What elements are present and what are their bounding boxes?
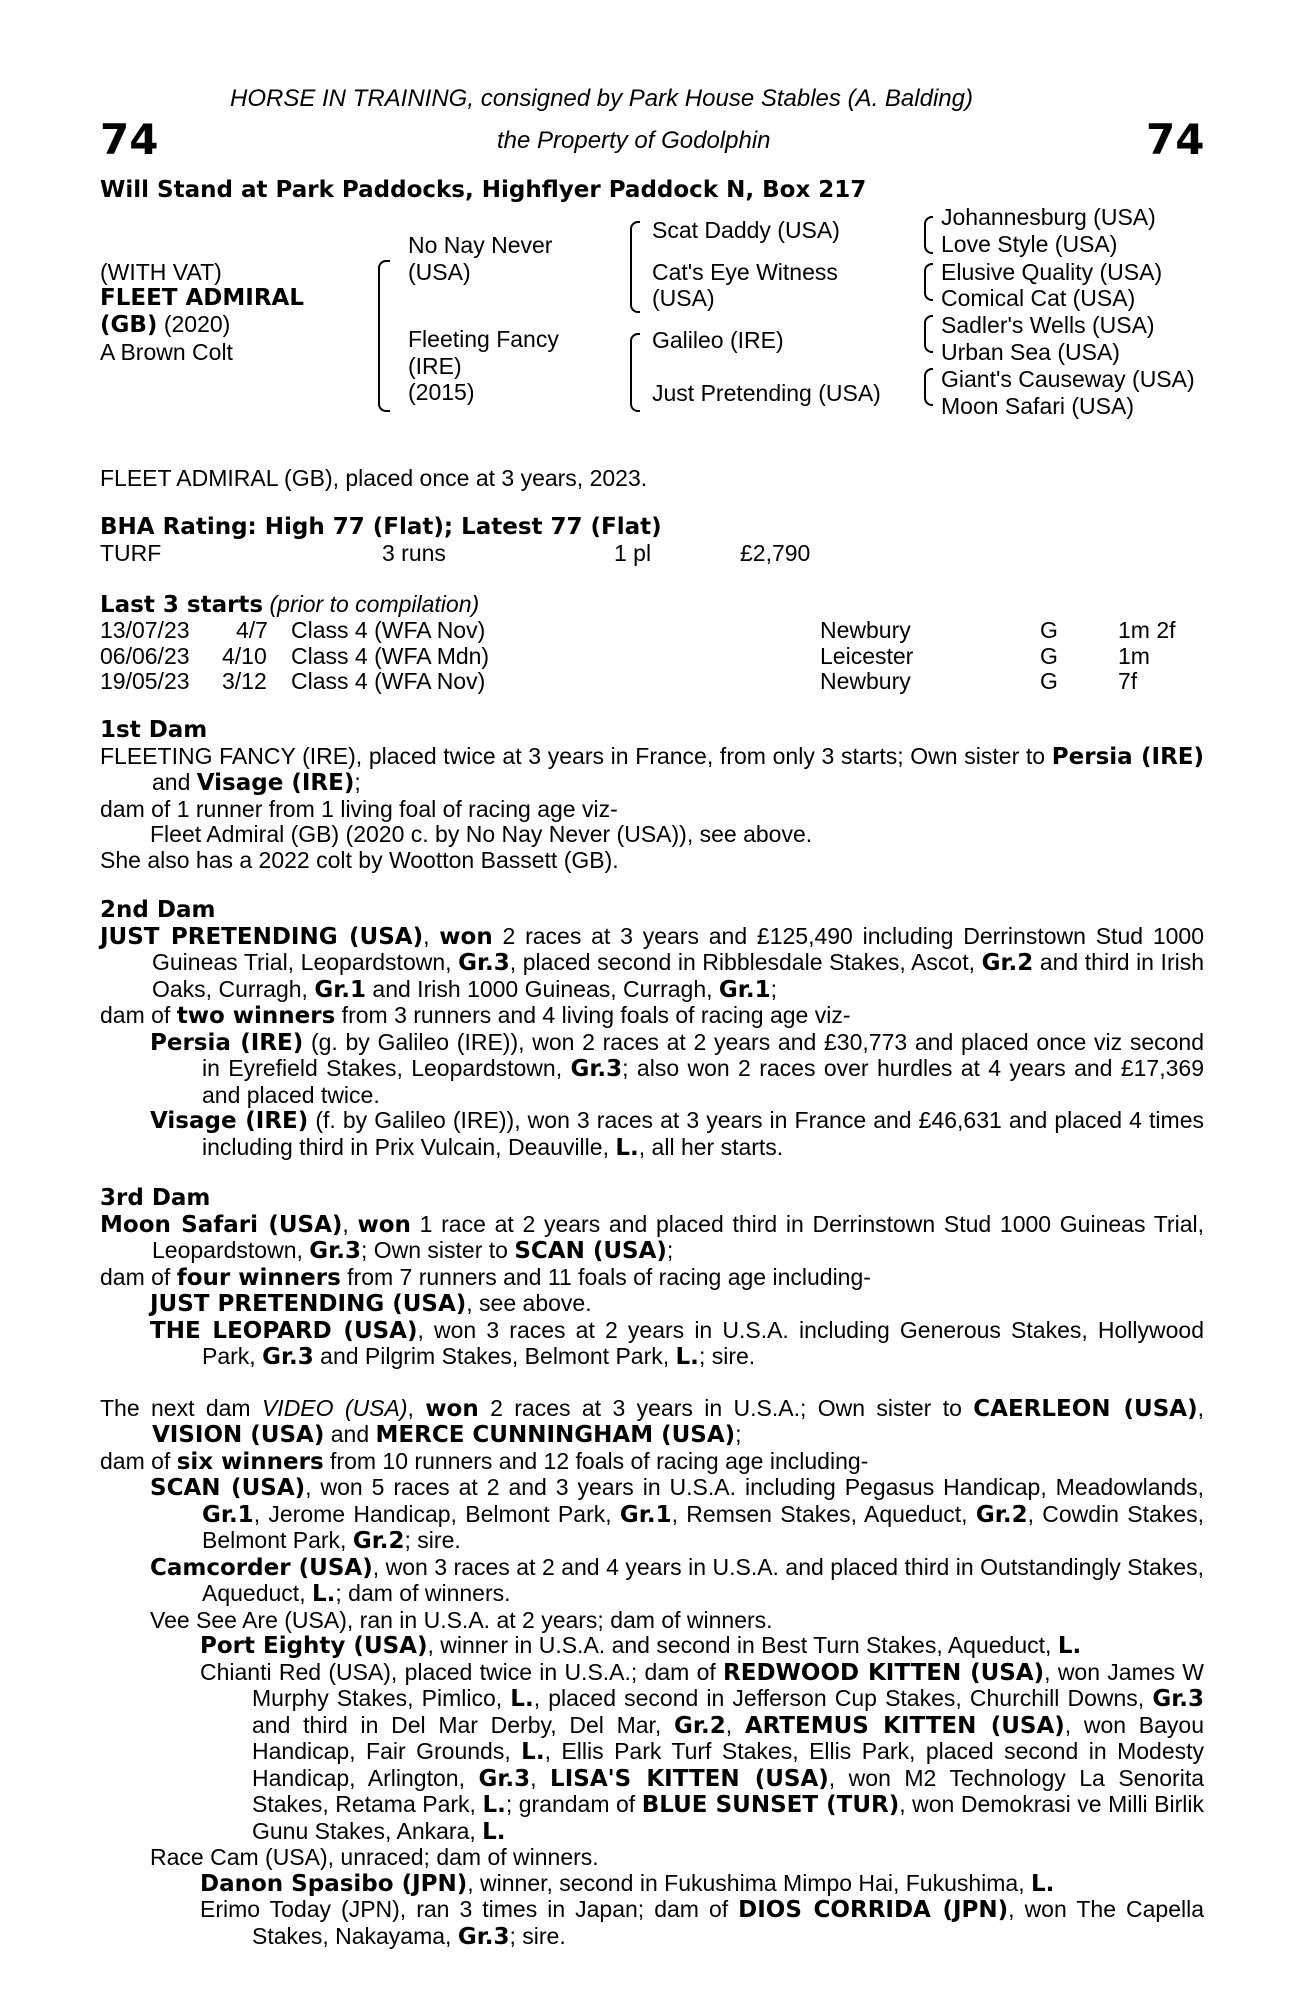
start-race: Class 4 (WFA Nov) (291, 668, 486, 694)
group-tag: Gr.1 (314, 976, 367, 1003)
text: , (1197, 1394, 1204, 1421)
text: and Pilgrim Stakes, Belmont Park, (313, 1343, 676, 1369)
pedigree-brace-g1 (924, 216, 933, 254)
dam-year: (2015) (408, 379, 475, 405)
next-dam-produce (100, 1449, 1204, 1476)
text: , won The Capella Stakes, Nakayama, (252, 1896, 1204, 1949)
text: ; also won 2 races over hurdles at 4 years and £17,369 and placed twice. (202, 1055, 1204, 1108)
second-dam-heading: 2nd Dam (100, 897, 216, 923)
dam-dam: Just Pretending (USA) (652, 380, 881, 406)
horse-name: FLEET ADMIRAL (100, 285, 304, 311)
pedigree-brace-g2 (924, 263, 933, 301)
progeny-visage (100, 1108, 1204, 1161)
text: , see above. (466, 1290, 592, 1316)
text: , (725, 1711, 745, 1738)
start-distance: 1m (1118, 643, 1150, 669)
text: ; dam of winners. (335, 1580, 511, 1606)
start-date: 13/07/23 (100, 617, 190, 643)
text: (g. by Galileo (IRE)), won 2 races at 2 years and £30,773 and placed once viz second in Eyrefield Stakes, Leopardstown, (202, 1028, 1205, 1081)
gg-4: Comical Cat (USA) (941, 285, 1136, 311)
group-tag: Gr.1 (619, 1501, 672, 1528)
listed-tag: L. (675, 1344, 699, 1370)
listed-tag: L. (311, 1581, 336, 1607)
sire-name: No Nay Never (408, 232, 553, 258)
semi: ; (354, 769, 361, 795)
text: dam of (100, 1002, 177, 1028)
text: , (407, 1394, 426, 1421)
start-race: Class 4 (WFA Nov) (291, 617, 486, 643)
listed-tag: L. (510, 1686, 534, 1712)
second-dam-produce (100, 1003, 1204, 1030)
group-tag: Gr.2 (674, 1712, 726, 1739)
pedigree-notes (100, 718, 1204, 1950)
won-text: won (425, 1395, 479, 1422)
start-date: 19/05/23 (100, 668, 190, 694)
second-dam-name: JUST PRETENDING (USA) (100, 923, 424, 950)
sire-dam-country: (USA) (652, 285, 715, 311)
gg-3: Elusive Quality (USA) (941, 259, 1163, 285)
gg-1: Johannesburg (USA) (941, 204, 1156, 230)
text: , won 3 races at 2 and 4 years in U.S.A. and placed third in Outstandingly Stakes, Aqueduct, (202, 1553, 1204, 1606)
next-dam-record (100, 1396, 1204, 1449)
listed-tag: L. (1031, 1870, 1055, 1897)
listed-tag: L. (615, 1134, 639, 1161)
sire-country: (USA) (408, 259, 471, 285)
progeny-the-leopard (100, 1318, 1204, 1371)
sibling-name: VISION (USA) (152, 1422, 325, 1448)
text: , won James W Murphy Stakes, Pimlico, (252, 1658, 1204, 1711)
listed-tag: L. (521, 1739, 545, 1765)
winners-count: six winners (176, 1448, 324, 1475)
vat-note: (WITH VAT) (100, 259, 222, 285)
horse-country: (GB) (100, 312, 158, 338)
group-tag: Gr.2 (981, 950, 1034, 976)
pedigree-brace-dam (630, 333, 640, 412)
progeny-name: DIOS CORRIDA (JPN) (738, 1897, 1009, 1923)
start-pos: 4/7 (236, 617, 268, 643)
won-text: won (439, 923, 493, 950)
text: ; sire. (509, 1922, 566, 1949)
first-dam-text: FLEETING FANCY (IRE), placed twice at 3 years in France, from only 3 starts; Own sister to (100, 742, 1046, 769)
start-distance: 7f (1118, 668, 1138, 694)
sire-sire: Scat Daddy (USA) (652, 217, 840, 243)
third-dam-heading: 3rd Dam (100, 1185, 211, 1211)
progeny-name: JUST PRETENDING (USA) (150, 1291, 467, 1317)
progeny-danon-spasibo (100, 1871, 1204, 1898)
start-distance: 1m 2f (1118, 617, 1176, 643)
start-race: Class 4 (WFA Mdn) (291, 643, 490, 669)
text: dam of (100, 1263, 177, 1290)
listed-tag: L. (1057, 1633, 1082, 1659)
group-tag: Gr.3 (262, 1344, 314, 1370)
group-tag: Gr.3 (478, 1765, 531, 1792)
third-dam-name: Moon Safari (USA) (100, 1211, 343, 1238)
progeny-name: REDWOOD KITTEN (USA) (723, 1659, 1045, 1686)
text: The next dam (100, 1394, 262, 1421)
first-dam-foal: Fleet Admiral (GB) (2020 c. by No Nay Never (USA)), see above. (150, 821, 813, 847)
progeny-name: Port Eighty (USA) (200, 1633, 428, 1659)
first-dam-note: She also has a 2022 colt by Wootton Bassett (GB). (100, 846, 619, 873)
rating-runs: 3 runs (382, 540, 446, 566)
progeny-name: THE LEOPARD (USA) (150, 1317, 418, 1344)
progeny-name: BLUE SUNSET (TUR) (641, 1792, 900, 1818)
gg-8: Moon Safari (USA) (941, 393, 1135, 419)
start-going: G (1040, 668, 1058, 694)
progeny-just-pretending (100, 1291, 1204, 1318)
gg-5: Sadler's Wells (USA) (941, 312, 1155, 338)
progeny-name: SCAN (USA) (150, 1475, 306, 1501)
first-dam-line (100, 744, 1204, 797)
text: , placed second in Ribblesdale Stakes, Ascot, (509, 949, 982, 975)
pedigree-brace-g4 (924, 368, 933, 406)
dam-name: Fleeting Fancy (408, 326, 559, 352)
text: , won 3 races at 2 years in U.S.A. including Generous Stakes, Hollywood Park, (202, 1316, 1204, 1369)
text: , winner, second in Fukushima Mimpo Hai, Fukushima, (467, 1869, 1031, 1896)
group-tag: Gr.2 (975, 1501, 1028, 1528)
first-dam-heading: 1st Dam (100, 717, 208, 743)
dam-country: (IRE) (408, 353, 462, 379)
text: , all her starts. (638, 1133, 784, 1160)
text: and third in Irish Oaks, Curragh, (152, 949, 1204, 1002)
lot-number-left: 74 (100, 115, 159, 164)
start-course: Newbury (820, 668, 911, 694)
group-tag: Gr.1 (718, 976, 771, 1003)
gg-2: Love Style (USA) (941, 231, 1118, 257)
text: 2 races at 3 years in U.S.A.; Own sister to (478, 1394, 974, 1421)
gg-7: Giant's Causeway (USA) (941, 366, 1195, 392)
group-tag: Gr.3 (458, 950, 510, 976)
group-tag: Gr.2 (352, 1528, 405, 1554)
next-dam-name: VIDEO (USA) (261, 1394, 408, 1421)
progeny-scan (100, 1475, 1204, 1555)
winners-count: four winners (176, 1264, 341, 1291)
progeny-name: Persia (IRE) (150, 1029, 304, 1056)
text: from 10 runners and 12 foals of racing age including- (323, 1447, 869, 1474)
start-pos: 4/10 (222, 643, 267, 669)
group-tag: Gr.3 (1152, 1686, 1204, 1712)
progeny-camcorder (100, 1555, 1204, 1608)
text: dam of (100, 1447, 177, 1474)
group-tag: Gr.3 (457, 1923, 510, 1950)
text: , won M2 Technology La Senorita Stakes, Retama Park, (252, 1764, 1204, 1817)
last-starts-title: Last 3 starts (100, 592, 264, 618)
last-starts-note: (prior to compilation) (269, 591, 480, 617)
pedigree-brace-g3 (924, 315, 933, 353)
progeny-name: Danon Spasibo (JPN) (200, 1870, 468, 1897)
progeny-name: LISA'S KITTEN (USA) (550, 1765, 829, 1792)
and-text: and (152, 769, 197, 795)
progeny-chianti-red (100, 1660, 1204, 1846)
horse-year: (2020) (163, 311, 231, 337)
sire-dam: Cat's Eye Witness (652, 259, 838, 285)
text: ; Own sister to (360, 1237, 515, 1263)
progeny-vee-see-are: Vee See Are (USA), ran in U.S.A. at 2 years; dam of winners. (150, 1606, 773, 1633)
progeny-name: ARTEMUS KITTEN (USA) (744, 1712, 1065, 1739)
horse-description: A Brown Colt (100, 339, 233, 365)
pedigree-brace-main (378, 260, 390, 412)
start-going: G (1040, 643, 1058, 669)
listed-tag: L. (482, 1792, 506, 1818)
bha-rating: BHA Rating: High 77 (Flat); Latest 77 (Flat) (100, 514, 662, 540)
text: (f. by Galileo (IRE)), won 3 races at 3 years in France and £46,631 and placed 4 times including third in Prix Vulcain, Deauville, (202, 1107, 1204, 1160)
text: , won Demokrasi ve Milli Birlik Gunu Stakes, Ankara, (252, 1791, 1204, 1844)
won-text: won (357, 1211, 411, 1238)
text: ; sire. (698, 1343, 756, 1369)
rating-placed: 1 pl (614, 540, 652, 566)
text: , Remsen Stakes, Aqueduct, (671, 1500, 976, 1527)
text: 1 race at 2 years and placed third in Derrinstown Stud 1000 Guineas Trial, Leopardstown, (152, 1210, 1204, 1263)
sister-scan: SCAN (USA) (514, 1238, 667, 1264)
progeny-race-cam: Race Cam (USA), unraced; dam of winners. (150, 1844, 599, 1870)
start-pos: 3/12 (222, 668, 267, 694)
winners-count: two winners (176, 1003, 336, 1029)
progeny-port-eighty (100, 1633, 1204, 1660)
group-tag: Gr.1 (202, 1501, 254, 1528)
text: Chianti Red (USA), placed twice in U.S.A.; dam of (200, 1658, 724, 1685)
start-course: Leicester (820, 643, 914, 669)
progeny-erimo-today (100, 1897, 1204, 1950)
rating-surface: TURF (100, 540, 162, 566)
second-dam-record: JUST PRETENDING (USA), won 2 races at 3 years and £125,490 including Derrinstown Stud 1000 Guineas Trial, Leopardstown, Gr.3, placed second in Ribblesdale Stakes, Ascot, Gr.2 and third in Irish Oaks, Curragh, Gr.1 and Irish 1000 Guineas, Curragh, Gr.1; (100, 922, 1204, 1003)
group-tag: Gr.3 (570, 1056, 623, 1082)
text: , placed second in Jefferson Cup Stakes, Churchill Downs, (533, 1685, 1153, 1711)
text: , Ellis Park Turf Stakes, Ellis Park, placed second in Modesty Handicap, Arlington, (252, 1738, 1204, 1791)
owner-line: the Property of Godolphin (497, 127, 771, 154)
third-dam-record: Moon Safari (USA), won 1 race at 2 years and placed third in Derrinstown Stud 1000 Guineas Trial, Leopardstown, Gr.3; Own sister to SCAN (USA); (100, 1210, 1204, 1264)
text: from 3 runners and 4 living foals of racing age viz- (335, 1002, 851, 1028)
last-starts-heading (100, 591, 479, 618)
sister-visage: Visage (IRE) (196, 770, 355, 796)
progeny-persia (100, 1030, 1204, 1109)
text: 2 races at 3 years and £125,490 including Derrinstown Stud 1000 Guineas Trial, Leopardstown, (152, 922, 1204, 975)
text: ; (770, 975, 777, 1002)
group-tag: Gr.3 (309, 1238, 361, 1264)
text: ; (666, 1237, 674, 1263)
sibling-name: CAERLEON (USA) (973, 1395, 1198, 1422)
sister-persia: Persia (IRE) (1051, 743, 1204, 770)
text: , (530, 1764, 551, 1791)
stand-location: Will Stand at Park Paddocks, Highflyer Paddock N, Box 217 (100, 177, 867, 203)
text: , Cowdin Stakes, Belmont Park, (202, 1500, 1204, 1553)
text: , won Bayou Handicap, Fair Grounds, (252, 1711, 1204, 1764)
progeny-name: Visage (IRE) (150, 1108, 309, 1134)
text: and third in Del Mar Derby, Del Mar, (252, 1711, 675, 1738)
text: from 7 runners and 11 foals of racing age including- (340, 1263, 871, 1290)
rating-earnings: £2,790 (740, 540, 811, 566)
start-date: 06/06/23 (100, 643, 190, 669)
first-dam-produce: dam of 1 runner from 1 living foal of racing age viz- (100, 795, 618, 822)
start-course: Newbury (820, 617, 911, 643)
gg-6: Urban Sea (USA) (941, 339, 1120, 365)
text: , Jerome Handicap, Belmont Park, (253, 1500, 620, 1527)
third-dam-produce (100, 1265, 1204, 1292)
sibling-name: MERCE CUNNINGHAM (USA) (375, 1422, 736, 1448)
listed-tag: L. (482, 1818, 506, 1845)
lot-number-right: 74 (1146, 115, 1205, 164)
text: ; grandam of (505, 1791, 642, 1817)
progeny-name: Camcorder (USA) (150, 1554, 373, 1581)
text: , winner in U.S.A. and second in Best Turn Stakes, Aqueduct, (427, 1632, 1058, 1658)
text: Erimo Today (JPN), ran 3 times in Japan; dam of (200, 1896, 739, 1922)
pedigree-brace-sire (630, 221, 640, 313)
text: , won 5 races at 2 and 3 years in U.S.A. including Pegasus Handicap, Meadowlands, (305, 1474, 1204, 1500)
start-going: G (1040, 617, 1058, 643)
race-summary: FLEET ADMIRAL (GB), placed once at 3 years, 2023. (100, 465, 648, 491)
text: and Irish 1000 Guineas, Curragh, (366, 975, 719, 1002)
horse-origin (100, 311, 230, 338)
text: and (324, 1421, 376, 1447)
dam-sire: Galileo (IRE) (652, 327, 784, 353)
text: ; (735, 1421, 742, 1447)
text: ; sire. (404, 1527, 461, 1553)
consignor-line: HORSE IN TRAINING, consigned by Park House Stables (A. Balding) (230, 85, 973, 112)
